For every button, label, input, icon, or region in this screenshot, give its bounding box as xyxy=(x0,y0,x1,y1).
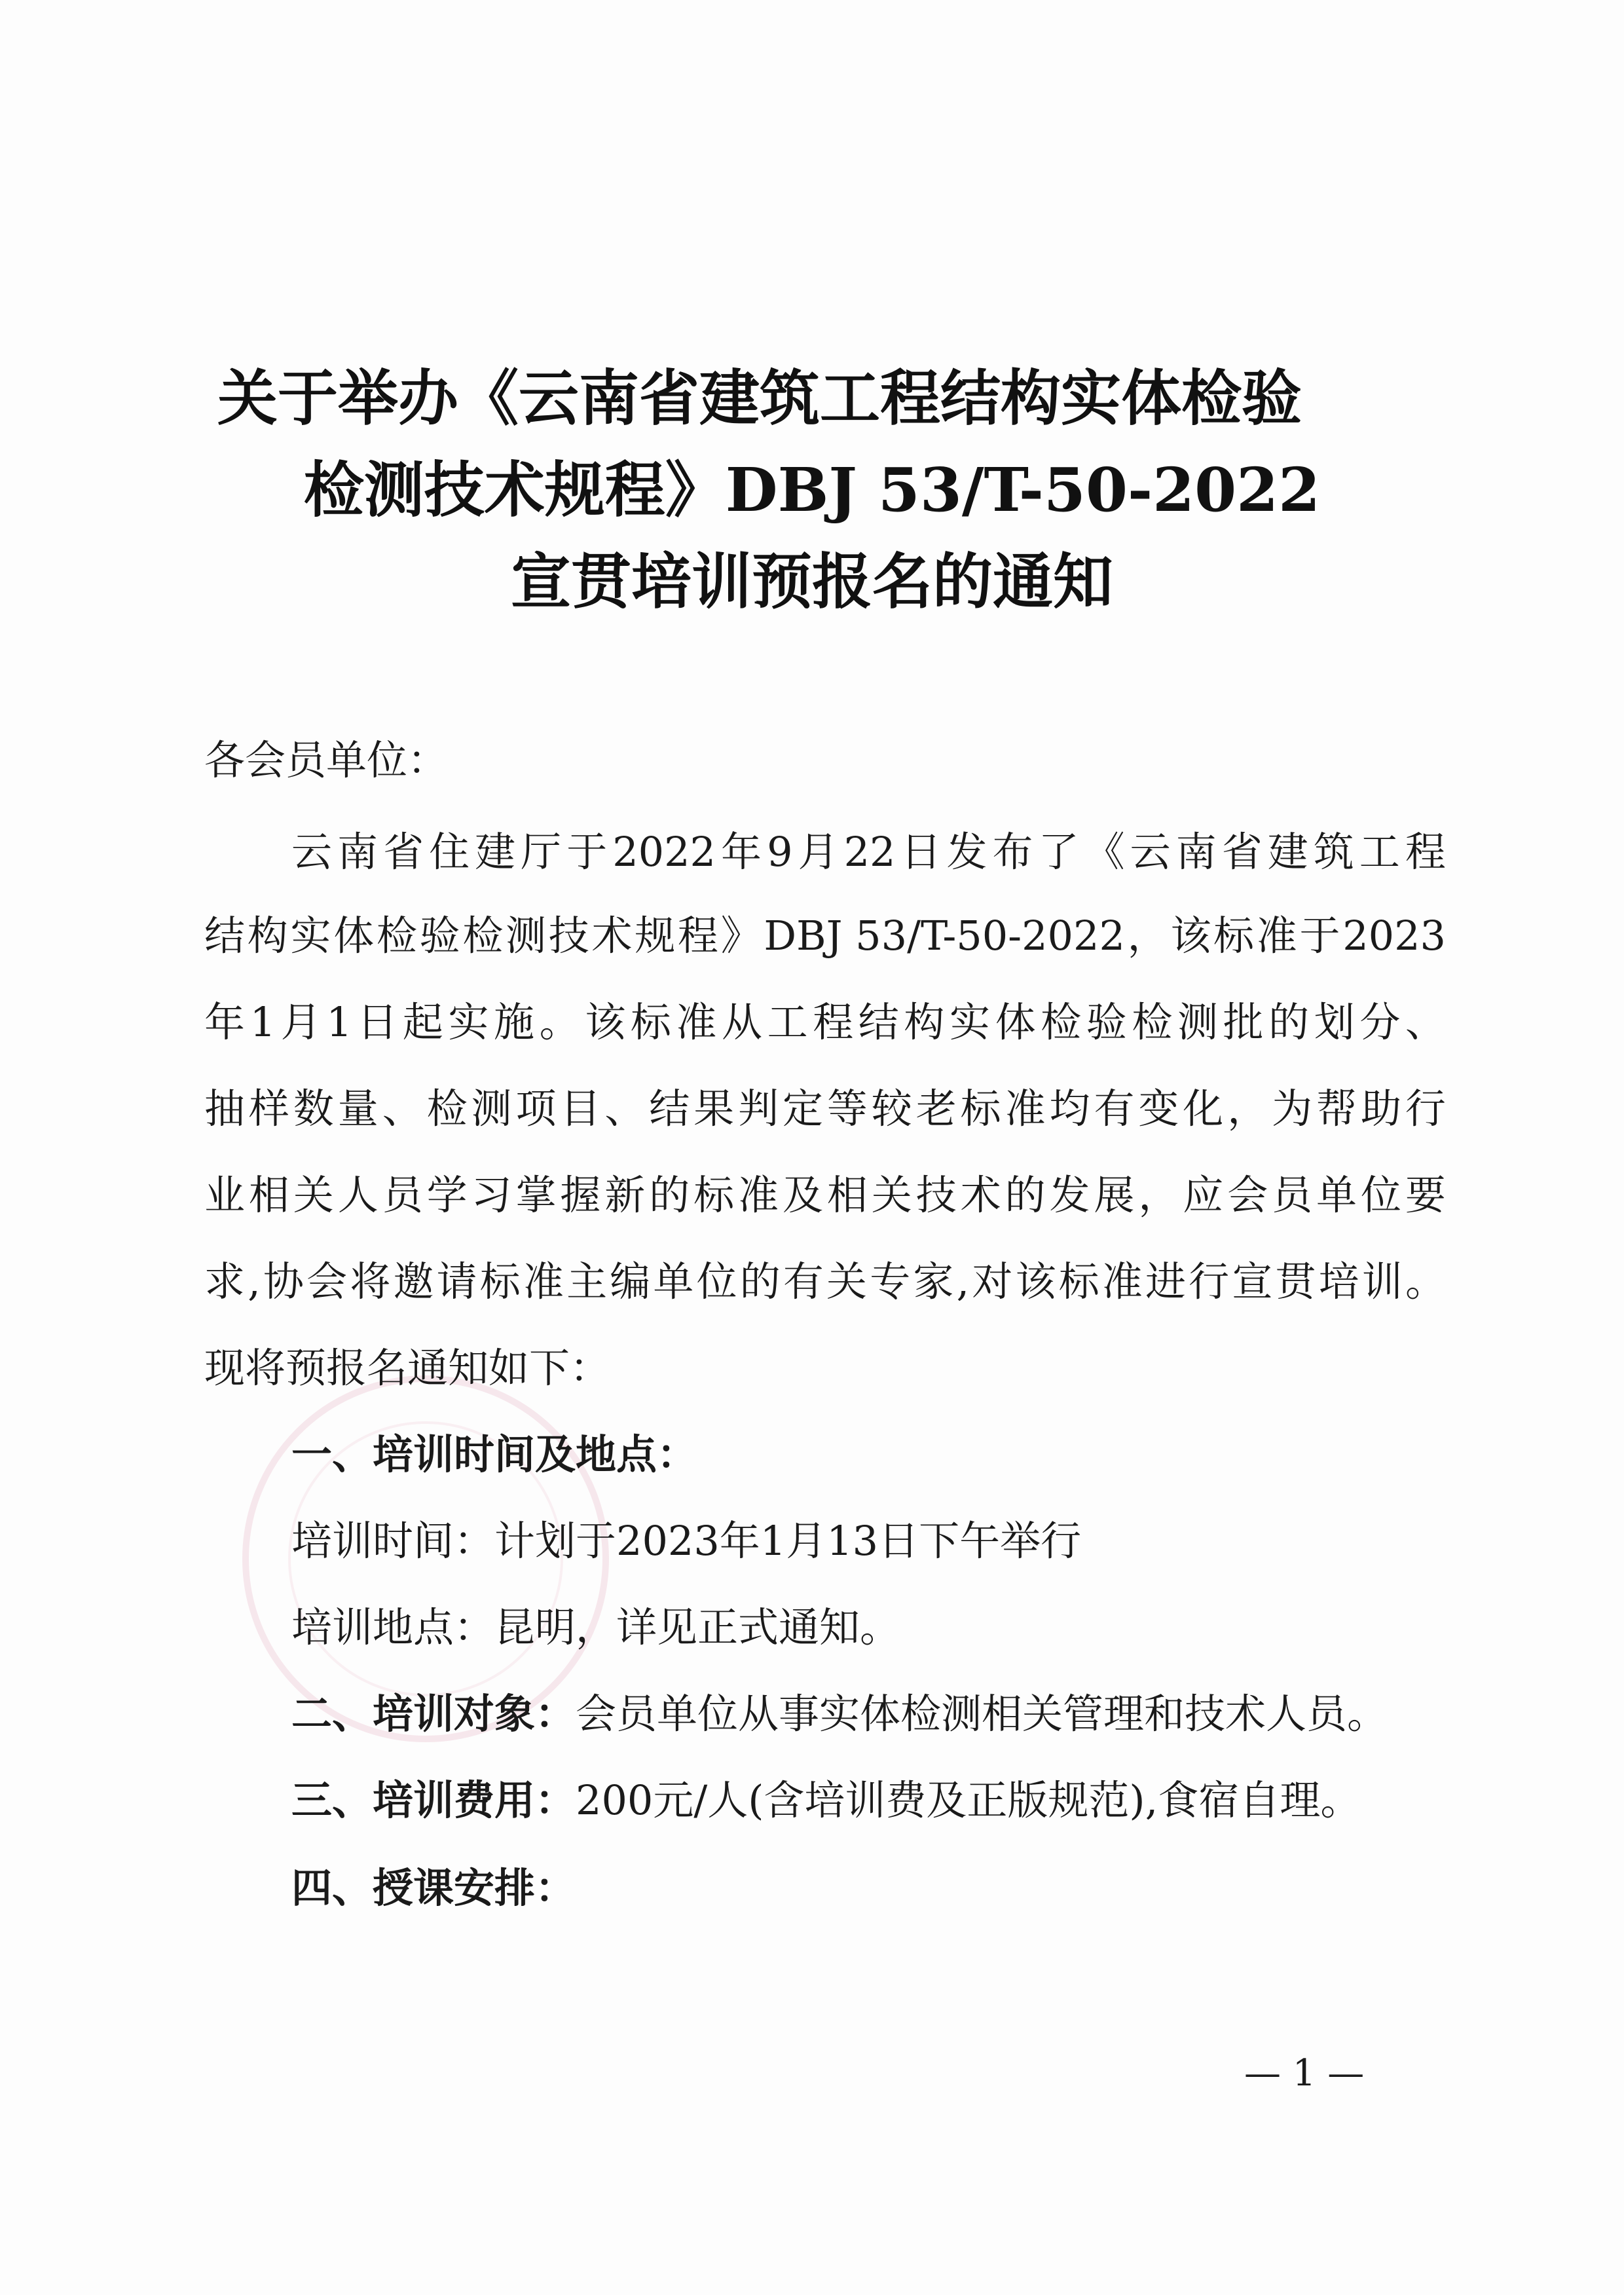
section-3-text: 200元/人(含培训费及正版规范),食宿自理。 xyxy=(576,1776,1361,1824)
section-1-heading: 一、培训时间及地点： xyxy=(291,1430,698,1478)
section-4-heading: 四、授课安排： xyxy=(291,1864,576,1912)
section-3-heading: 三、培训费用： xyxy=(291,1776,576,1824)
document-title-line-3: 宣贯培训预报名的通知 xyxy=(510,546,1113,617)
section-2 xyxy=(291,1690,1388,1738)
intro-line-4: 抽 样 数 量 、 检 测 项 目 、 结 果 判 定 等 较 老 标 准 均 有 变 化 ， 为 帮 助 行 xyxy=(204,1085,1446,1132)
intro-line-1: 云 南 省 住 建 厅 于 2022 年 9 月 22 日 发 布 了 《 云 南 省 建 筑 工 程 xyxy=(291,828,1446,876)
section-3 xyxy=(291,1776,1361,1824)
salutation: 各会员单位： xyxy=(204,736,449,784)
document-title-line-1: 关于举办《云南省建筑工程结构实体检验 xyxy=(217,363,1302,434)
section-2-heading: 二、培训对象： xyxy=(291,1690,576,1738)
document-title-line-2: 检测技术规程》DBJ 53/T-50-2022 xyxy=(303,455,1321,525)
intro-line-5: 业 相 关 人 员 学 习 掌 握 新 的 标 准 及 相 关 技 术 的 发 展 ， 应 会 员 单 位 要 xyxy=(204,1171,1446,1219)
training-place: 培训地点：昆明，详见正式通知。 xyxy=(291,1603,901,1651)
intro-line-7: 现将预报名通知如下： xyxy=(204,1344,611,1392)
intro-line-6: 求 , 协 会 将 邀 请 标 准 主 编 单 位 的 有 关 专 家 , 对 该 标 准 进 行 宣 贯 培 训 。 xyxy=(204,1258,1446,1305)
training-time: 培训时间：计划于2023年1月13日下午举行 xyxy=(291,1517,1082,1565)
section-2-text: 会员单位从事实体检测相关管理和技术人员。 xyxy=(576,1690,1388,1738)
intro-line-2: 结 构 实 体 检 验 检 测 技 术 规 程 》 DBJ 53/T-50-2022 ， 该 标 准 于 2023 xyxy=(204,912,1446,960)
intro-line-3: 年 1 月 1 日 起 实 施 。 该 标 准 从 工 程 结 构 实 体 检 验 检 测 批 的 划 分 、 xyxy=(204,998,1446,1046)
page-number: — 1 — xyxy=(1244,2052,1365,2095)
